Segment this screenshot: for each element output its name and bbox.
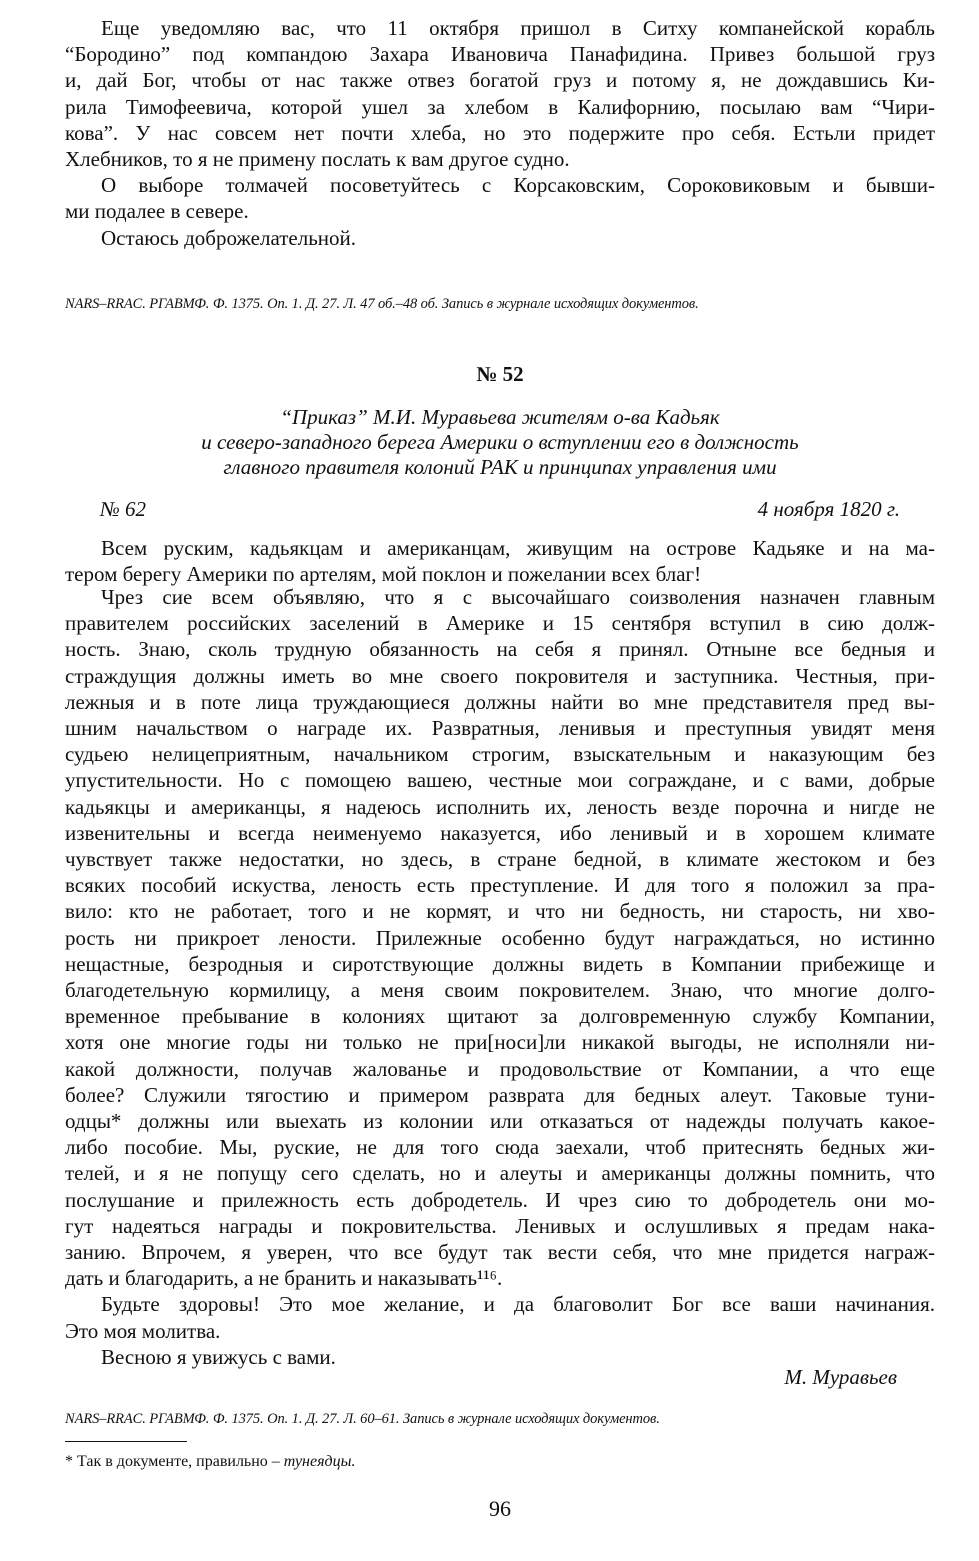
text-line: благодетельную кормилицу, а меня своим покровителем. Знаю, что многие долго- xyxy=(65,978,935,1003)
text-line: послушание и прилежность есть добродетель. И чрез сию то добродетель они мо- xyxy=(65,1187,935,1212)
text-line: Остаюсь доброжелательной. xyxy=(101,225,357,250)
text-line: ность. Знаю, сколь трудную обязанность на себя я принял. Отныне все бедныя и xyxy=(65,637,935,662)
title-line: главного правителя колоний РАК и принципах управления ими xyxy=(223,455,777,479)
text-line: хотя оне многие годы ни только не при[носи]ли никакой выгоды, не исполняли ни- xyxy=(65,1030,935,1055)
footnote-divider xyxy=(65,1441,187,1442)
body-greeting xyxy=(65,535,935,587)
order-number: № 62 xyxy=(100,497,147,521)
text-line: упустительности. Но с помощею вашею, честные мои сограждане, и с вами, добрые xyxy=(65,768,935,793)
text-line: рила Тимофеевича, которой ушел за хлебом в Калифорнию, посылаю вам “Чири- xyxy=(65,94,935,119)
text-line: либо пособие. Мы, руские, не для того сюда заехали, чтоб притеснять бедных жи- xyxy=(65,1135,935,1160)
text-line: вило: кто не работает, того и не кормят, и что ни бедность, ни старость, ни хво- xyxy=(65,899,935,924)
text-line: тером берегу Америки по артелям, мой поклон и пожелании всех благ! xyxy=(65,562,702,587)
text-line: извенительны и всегда неименуемо наказуется, ибо ленивый и в хорошем климате xyxy=(65,820,935,845)
text-line: ми подалее в севере. xyxy=(65,199,249,224)
text-line: гут надеяться награды и покровительства. Ленивых и ослушливых я предам нака- xyxy=(65,1213,935,1238)
previous-letter-source: NARS–RRAC. РГАВМФ. Ф. 1375. Оп. 1. Д. 27. Л. 47 об.–48 об. Запись в журнале исходящих документов. xyxy=(65,296,699,312)
body-text xyxy=(65,584,935,1370)
document-title xyxy=(65,405,935,480)
document-date: 4 ноября 1820 г. xyxy=(757,497,900,521)
text-line: временное пребывание в колониях щитают за долговременную службу Компании, xyxy=(65,1004,935,1029)
footnote-text: * Так в документе, правильно – xyxy=(65,1453,284,1470)
text-line: судьею нелицеприятным, начальником строгим, взыскательным и наказующим без xyxy=(65,742,935,767)
text-line: О выборе толмачей посоветуйтесь с Корсаковским, Сороковиковым и бывши- xyxy=(101,173,935,198)
text-line: правителем российских заселений в Америке и 15 сентября вступил в сию долж- xyxy=(65,611,935,636)
text-line: телей, и я не попущу сего сделать, но и алеуты и американцы должны помнить, что xyxy=(65,1161,935,1186)
page-number: 96 xyxy=(489,1496,511,1521)
text-line: более? Служили тягостию и примером разврата для бедных алеут. Таковые туни- xyxy=(65,1082,935,1107)
text-line: кадьякцы и американцы, я надеюсь исполнить их, леность везде порочна и нигде не xyxy=(65,794,935,819)
document-number: № 52 xyxy=(476,362,524,386)
previous-letter-text xyxy=(65,15,935,251)
text-line: нещастные, безродныя и сиротствующие должны видеть в Компании прибежище и xyxy=(65,951,935,976)
text-line: Весною я увижусь с вами. xyxy=(101,1344,336,1369)
title-line: “Приказ” М.И. Муравьева жителям о-ва Кадьяк xyxy=(280,405,720,429)
title-line: и северо-западного берега Америки о вступлении его в должность xyxy=(201,430,799,454)
text-line: Будьте здоровы! Это мое желание, и да благоволит Бог все ваши начинания. xyxy=(101,1292,935,1317)
text-line: Чрез сие всем объявляю, что я с высочайшаго соизволения назначен главным xyxy=(101,585,935,609)
footnote xyxy=(65,1453,935,1471)
text-line: чувствует также недостатки, но здесь, в стране бедной, в климате жестоком и без xyxy=(65,847,935,872)
text-line: Всем руским, кадьякцам и американцам, живущим на острове Кадьяке и на ма- xyxy=(101,536,935,560)
order-header xyxy=(100,497,900,522)
text-line: Хлебников, то я не примену послать к вам другое судно. xyxy=(65,147,570,172)
text-line: “Бородино” под компандою Захара Ивановича Панафидина. Привез большой груз xyxy=(65,42,935,67)
text-line: какой должности, получав жалованье и продовольствие от Компании, а что еще xyxy=(65,1056,935,1081)
text-line: занию. Впрочем, я уверен, что все будут так вести себя, что мне придется награж- xyxy=(65,1240,935,1265)
text-line: страждущия должны иметь во мне своего покровителя и заступника. Честныя, при- xyxy=(65,663,935,688)
text-line: рость ни прикроет лености. Прилежные особенно будут награждаться, но истинно xyxy=(65,925,935,950)
text-line: Это моя молитва. xyxy=(65,1318,221,1343)
footnote-italic: тунеядцы. xyxy=(283,1453,356,1470)
text-line: одцы* должны или выехать из колонии или отказаться от надежды получать какое- xyxy=(65,1109,935,1134)
document-source: NARS–RRAC. РГАВМФ. Ф. 1375. Оп. 1. Д. 27. Л. 60–61. Запись в журнале исходящих документов. xyxy=(65,1411,660,1427)
text-line: лежныя и в поте лица труждающиеся должны найти во мне представителя пред вы- xyxy=(65,689,935,714)
text-line: Еще уведомляю вас, что 11 октября пришол в Ситху компанейской корабль xyxy=(101,16,935,40)
text-line: всяких пособий искуства, леность есть преступление. И для того я положил за пра- xyxy=(65,873,935,898)
text-line: кова”. У нас совсем нет почти хлеба, но это подержите про себя. Естьли придет xyxy=(65,120,935,145)
signature: М. Муравьев xyxy=(784,1365,897,1389)
text-line: шним начальством о награде их. Развратныя, ленивыя и преступныя увидят меня xyxy=(65,716,935,741)
text-line: дать и благодарить, а не бранить и наказывать¹¹⁶. xyxy=(65,1266,503,1291)
text-line: и, дай Бог, чтобы от нас также отвез богатой груз и потому я, не дождавшись Ки- xyxy=(65,68,935,93)
